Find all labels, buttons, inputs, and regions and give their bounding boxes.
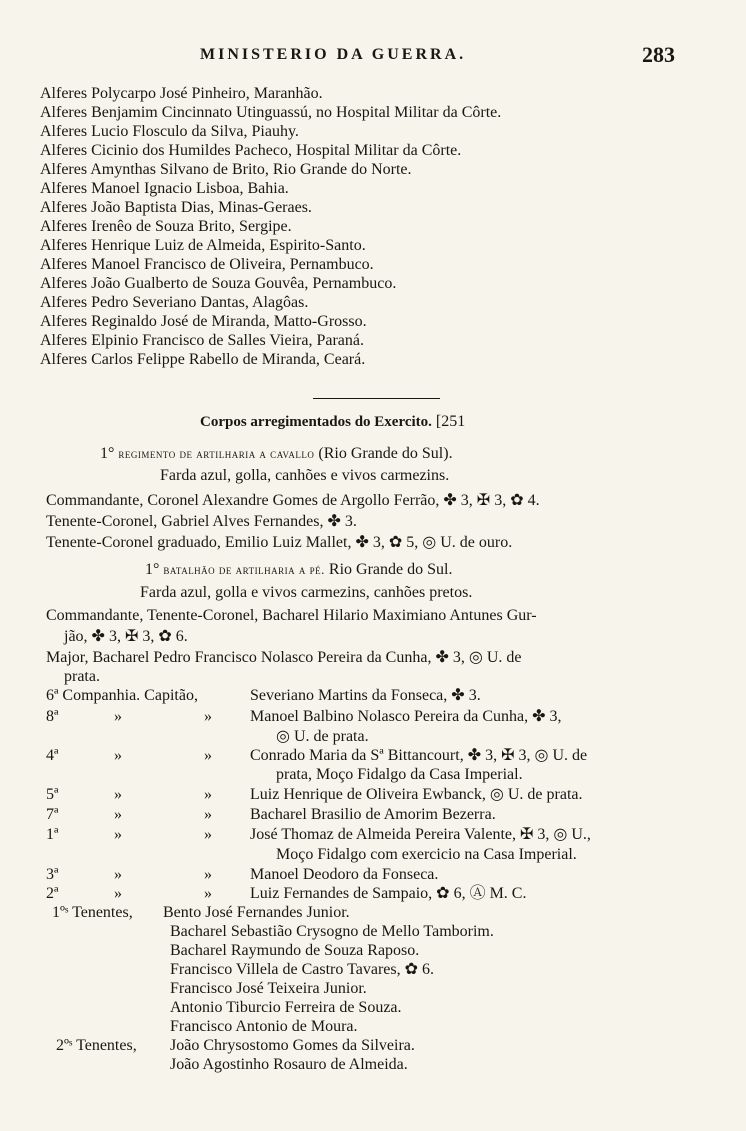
regiment-name: regimento de artilharia a cavallo	[118, 446, 315, 461]
officer-line: Major, Bacharel Pedro Francisco Nolasco Pereira da Cunha, ✤ 3, ◎ U. de	[46, 649, 522, 666]
company-officer: Severiano Martins da Fonseca, ✤ 3.	[250, 687, 481, 704]
company-officer: Luiz Henrique de Oliveira Ewbanck, ◎ U. de prata.	[250, 786, 583, 803]
section-note: [251	[435, 413, 466, 430]
company-officer-cont: prata, Moço Fidalgo da Casa Imperial.	[276, 766, 523, 783]
company-officer: Manoel Balbino Nolasco Pereira da Cunha, ✤ 3,	[250, 708, 562, 725]
list-item: João Chrysostomo Gomes da Silveira.	[170, 1037, 415, 1054]
battalion-heading	[145, 560, 452, 580]
battalion-number: 1°	[145, 561, 160, 578]
ditto-mark: »	[204, 708, 212, 725]
ditto-mark: »	[114, 866, 122, 883]
list-item: Alferes Lucio Flosculo da Silva, Piauhy.	[40, 123, 299, 140]
list-item: Bento José Fernandes Junior.	[163, 904, 350, 921]
company-officer-cont: Moço Fidalgo com exercicio na Casa Imperial.	[276, 846, 577, 863]
company-rank: 6ª Companhia. Capitão,	[46, 687, 198, 704]
officer-line: Commandante, Tenente-Coronel, Bacharel Hilario Maximiano Antunes Gur-	[46, 607, 537, 624]
officer-line: prata.	[64, 668, 100, 685]
regiment-heading	[100, 444, 453, 464]
list-item: Alferes Carlos Felippe Rabello de Miranda, Ceará.	[40, 351, 366, 368]
section-heading	[200, 412, 465, 432]
list-item: Alferes Manoel Ignacio Lisboa, Bahia.	[40, 180, 289, 197]
ditto-mark: »	[114, 885, 122, 902]
company-officer: Manoel Deodoro da Fonseca.	[250, 866, 439, 883]
officer-line: Tenente-Coronel, Gabriel Alves Fernandes, ✤ 3.	[46, 513, 357, 530]
list-item: Bacharel Sebastião Crysogno de Mello Tamborim.	[170, 923, 494, 940]
list-item: Alferes Reginaldo José de Miranda, Matto-Grosso.	[40, 313, 367, 330]
section-title: Corpos arregimentados do Exercito.	[200, 414, 432, 430]
list-item: Alferes Manoel Francisco de Oliveira, Pernambuco.	[40, 256, 374, 273]
list-item: Alferes Irenêo de Souza Brito, Sergipe.	[40, 218, 292, 235]
list-item: Alferes Pedro Severiano Dantas, Alagôas.	[40, 294, 309, 311]
ditto-mark: »	[204, 786, 212, 803]
list-item: Alferes Henrique Luiz de Almeida, Espirito-Santo.	[40, 237, 366, 254]
list-item: Alferes Elpinio Francisco de Salles Vieira, Paraná.	[40, 332, 364, 349]
ditto-mark: »	[114, 747, 122, 764]
list-item: Francisco Antonio de Moura.	[170, 1018, 358, 1035]
regiment-number: 1°	[100, 445, 115, 462]
company-officer: Luiz Fernandes de Sampaio, ✿ 6, Ⓐ M. C.	[250, 885, 527, 902]
ditto-mark: »	[204, 747, 212, 764]
list-item: Bacharel Raymundo de Souza Raposo.	[170, 942, 420, 959]
ditto-mark: »	[204, 885, 212, 902]
company-officer: José Thomaz de Almeida Pereira Valente, ✠ 3, ◎ U.,	[250, 826, 591, 843]
battalion-name: batalhão de artilharia a pé.	[163, 562, 325, 577]
list-item: Francisco José Teixeira Junior.	[170, 980, 367, 997]
header-title: MINISTERIO DA GUERRA.	[200, 46, 467, 63]
company-officer: Bacharel Brasilio de Amorim Bezerra.	[250, 806, 496, 823]
officer-line: Tenente-Coronel graduado, Emilio Luiz Mallet, ✤ 3, ✿ 5, ◎ U. de ouro.	[46, 534, 513, 551]
ditto-mark: »	[114, 806, 122, 823]
list-item: Alferes Benjamim Cincinnato Utinguassú, no Hospital Militar da Côrte.	[40, 104, 502, 121]
lieutenants-label: 1ºˢ Tenentes,	[52, 904, 133, 921]
regiment-place: (Rio Grande do Sul).	[318, 445, 453, 462]
company-rank: 5ª	[46, 786, 59, 803]
ditto-mark: »	[204, 866, 212, 883]
company-rank: 1ª	[46, 826, 59, 843]
ditto-mark: »	[114, 786, 122, 803]
list-item: João Agostinho Rosauro de Almeida.	[170, 1056, 408, 1073]
lieutenants-label: 2ºˢ Tenentes,	[56, 1037, 137, 1054]
ditto-mark: »	[204, 826, 212, 843]
company-officer: Conrado Maria da Sª Bittancourt, ✤ 3, ✠ 3, ◎ U. de	[250, 747, 588, 764]
company-rank: 7ª	[46, 806, 59, 823]
ditto-mark: »	[114, 708, 122, 725]
battalion-place: Rio Grande do Sul.	[328, 561, 453, 578]
list-item: Francisco Villela de Castro Tavares, ✿ 6.	[170, 961, 434, 978]
section-divider	[313, 398, 440, 399]
list-item: Alferes João Baptista Dias, Minas-Geraes.	[40, 199, 312, 216]
list-item: Antonio Tiburcio Ferreira de Souza.	[170, 999, 402, 1016]
company-rank: 3ª	[46, 866, 59, 883]
battalion-uniform: Farda azul, golla e vivos carmezins, canhões pretos.	[140, 584, 473, 601]
company-officer-cont: ◎ U. de prata.	[276, 728, 369, 745]
list-item: Alferes João Gualberto de Souza Gouvêa, Pernambuco.	[40, 275, 397, 292]
list-item: Alferes Amynthas Silvano de Brito, Rio Grande do Norte.	[40, 161, 412, 178]
ditto-mark: »	[114, 826, 122, 843]
list-item: Alferes Polycarpo José Pinheiro, Maranhão.	[40, 85, 323, 102]
company-rank: 4ª	[46, 747, 59, 764]
page-number: 283	[642, 42, 675, 67]
company-rank: 2ª	[46, 885, 59, 902]
officer-line: jão, ✤ 3, ✠ 3, ✿ 6.	[64, 628, 188, 645]
regiment-uniform: Farda azul, golla, canhões e vivos carmezins.	[160, 467, 450, 484]
company-rank: 8ª	[46, 708, 59, 725]
list-item: Alferes Cicinio dos Humildes Pacheco, Hospital Militar da Côrte.	[40, 142, 462, 159]
ditto-mark: »	[204, 806, 212, 823]
page-header	[0, 42, 746, 72]
officer-line: Commandante, Coronel Alexandre Gomes de Argollo Ferrão, ✤ 3, ✠ 3, ✿ 4.	[46, 492, 540, 509]
